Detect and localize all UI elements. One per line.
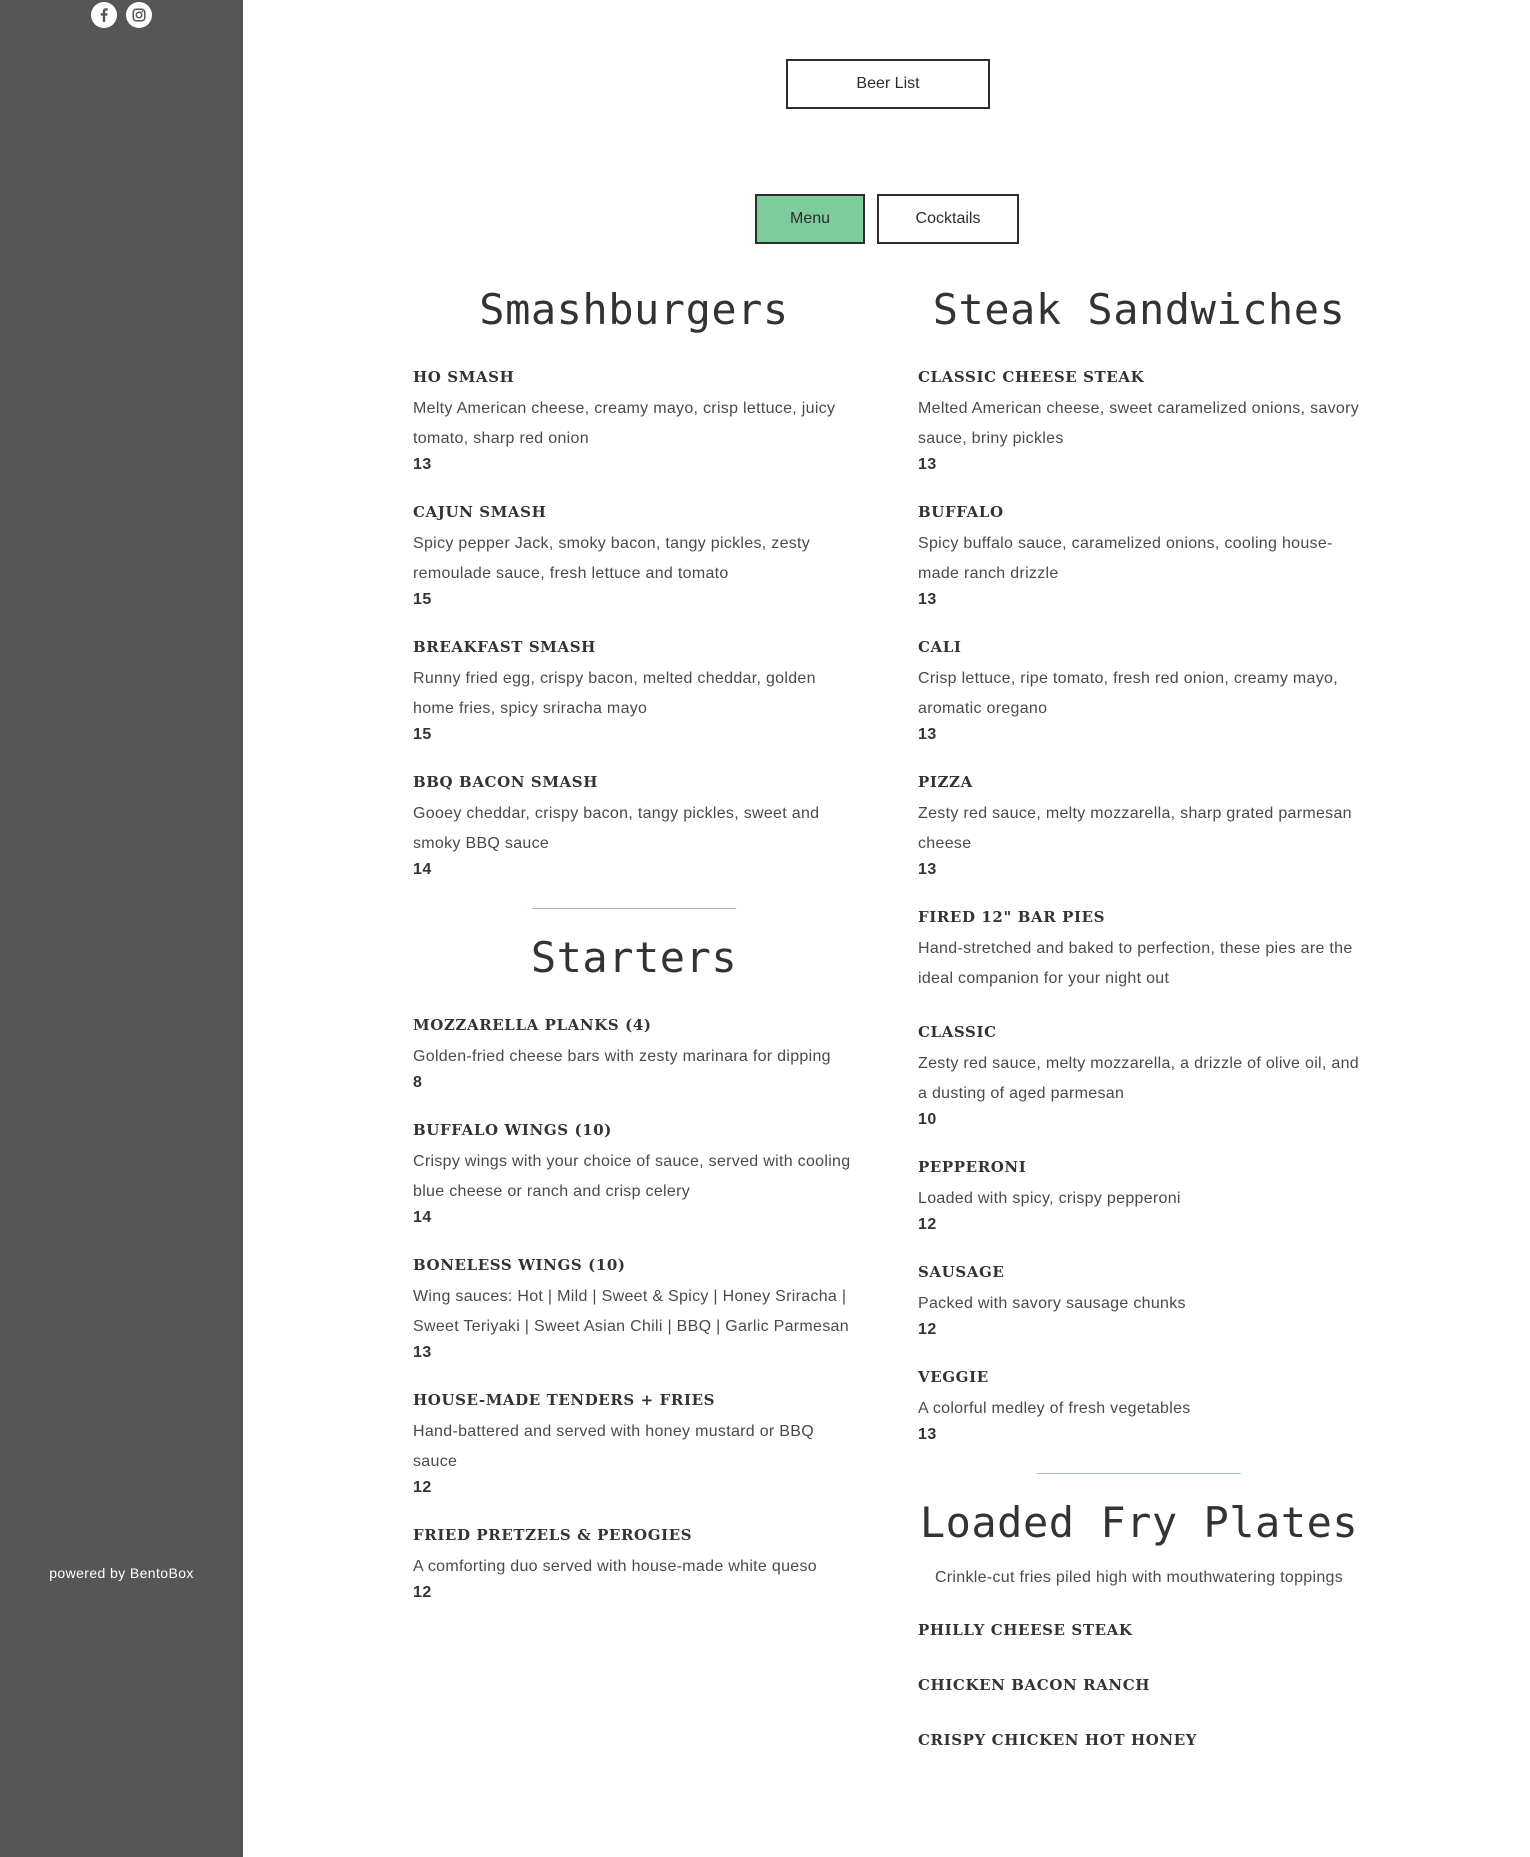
menu-item-name: HO SMASH [413, 368, 515, 386]
menu-item-name: CRISPY CHICKEN HOT HONEY [918, 1731, 1198, 1749]
sidebar [0, 0, 243, 1857]
menu-item [918, 1263, 1360, 1339]
menu-item-description: Spicy buffalo sauce, caramelized onions, cooling house-made ranch drizzle [918, 535, 1333, 582]
menu-section [413, 285, 855, 879]
menu-item-description: Wing sauces: Hot | Mild | Sweet & Spicy | Honey Sriracha | Sweet Teriyaki | Sweet Asian Chili | BBQ | Garlic Parmesan [413, 1288, 849, 1335]
menu-item-price: 13 [918, 1426, 937, 1443]
instagram-link[interactable] [126, 2, 152, 28]
menu-item-name: PHILLY CHEESE STEAK [918, 1621, 1133, 1639]
menu-item-name: CALI [918, 638, 962, 656]
menu-item-price: 13 [413, 456, 432, 473]
section-title: Steak Sandwiches [932, 285, 1346, 334]
menu-item-description: Melted American cheese, sweet caramelized onions, savory sauce, briny pickles [918, 400, 1360, 447]
menu-item-name: HOUSE-MADE TENDERS + FRIES [413, 1391, 716, 1409]
menu-item-name: CLASSIC CHEESE STEAK [918, 368, 1145, 386]
menu-item [413, 638, 855, 744]
menu-item-name: BREAKFAST SMASH [413, 638, 596, 656]
menu-item-price: 15 [413, 726, 432, 743]
instagram-icon [132, 8, 146, 22]
menu-item-description: Hand-stretched and baked to perfection, these pies are the ideal companion for your night out [918, 940, 1353, 987]
section-divider [1037, 1473, 1241, 1474]
menu-item-name: FIRED 12" BAR PIES [918, 908, 1106, 926]
menu-item [413, 773, 855, 879]
menu-section [918, 285, 1360, 1444]
beer-list-button[interactable]: Beer List [786, 59, 990, 109]
menu-item-name: CLASSIC [918, 1023, 997, 1041]
menu-item-description: Hand-battered and served with honey mustard or BBQ sauce [413, 1423, 814, 1470]
menu-item [918, 503, 1360, 609]
menu-item-description: A comforting duo served with house-made white queso [413, 1558, 817, 1575]
menu-item [918, 908, 1360, 994]
section-intro: Crinkle-cut fries piled high with mouthwatering toppings [934, 1569, 1344, 1586]
menu-item-name: SAUSAGE [918, 1263, 1005, 1281]
menu-item-description: A colorful medley of fresh vegetables [918, 1400, 1191, 1417]
menu-item-name: BONELESS WINGS (10) [413, 1256, 626, 1274]
tab-menu[interactable]: Menu [755, 194, 865, 244]
menu-item-price: 12 [918, 1216, 937, 1233]
section-title: Loaded Fry Plates [919, 1498, 1359, 1547]
menu-item-description: Runny fried egg, crispy bacon, melted cheddar, golden home fries, spicy sriracha mayo [413, 670, 816, 717]
menu-item [413, 503, 855, 609]
menu-item [918, 638, 1360, 744]
menu-item-price: 13 [918, 591, 937, 608]
menu-item [918, 1158, 1360, 1234]
powered-by-link[interactable]: powered by BentoBox [49, 1565, 194, 1581]
menu-item-price: 13 [413, 1344, 432, 1361]
menu-item [918, 1676, 1360, 1694]
menu-item [413, 1526, 855, 1602]
menu-section [918, 1498, 1360, 1749]
menu-item [918, 1731, 1360, 1749]
social-links [91, 2, 152, 28]
menu-section [413, 933, 855, 1602]
menu-item-description: Packed with savory sausage chunks [918, 1295, 1186, 1312]
menu-item-name: CAJUN SMASH [413, 503, 547, 521]
menu-item-price: 8 [413, 1074, 423, 1091]
menu-item-description: Crisp lettuce, ripe tomato, fresh red onion, creamy mayo, aromatic oregano [918, 670, 1338, 717]
menu-item-description: Loaded with spicy, crispy pepperoni [918, 1190, 1181, 1207]
menu-item [413, 1016, 855, 1092]
menu-item-description: Crispy wings with your choice of sauce, served with cooling blue cheese or ranch and crisp celery [413, 1153, 851, 1200]
menu-item [413, 1121, 855, 1227]
menu-item-price: 12 [918, 1321, 937, 1338]
section-title: Smashburgers [479, 285, 789, 334]
menu-item [918, 773, 1360, 879]
menu-item-price: 10 [918, 1111, 937, 1128]
menu-item-description: Golden-fried cheese bars with zesty marinara for dipping [413, 1048, 831, 1065]
section-divider [532, 908, 736, 909]
facebook-link[interactable] [91, 2, 117, 28]
menu-item [413, 1256, 855, 1362]
menu-item-name: MOZZARELLA PLANKS (4) [413, 1016, 652, 1034]
menu-item-name: CHICKEN BACON RANCH [918, 1676, 1151, 1694]
facebook-icon [97, 8, 111, 22]
menu-item-price: 15 [413, 591, 432, 608]
menu-item [413, 1391, 855, 1497]
menu-item-name: PEPPERONI [918, 1158, 1027, 1176]
menu-item [918, 368, 1360, 474]
menu-item [918, 1023, 1360, 1129]
menu-item-description: Gooey cheddar, crispy bacon, tangy pickles, sweet and smoky BBQ sauce [413, 805, 820, 852]
menu-item [918, 1621, 1360, 1639]
menu-item-name: PIZZA [918, 773, 973, 791]
menu-item-price: 14 [413, 861, 432, 878]
menu-column-right [918, 285, 1360, 1786]
menu-item-price: 13 [918, 456, 937, 473]
section-title: Starters [530, 933, 738, 982]
menu-item-price: 13 [918, 861, 937, 878]
menu-item-name: BUFFALO [918, 503, 1004, 521]
menu-item-price: 12 [413, 1584, 432, 1601]
menu-item [413, 368, 855, 474]
menu-item-description: Spicy pepper Jack, smoky bacon, tangy pickles, zesty remoulade sauce, fresh lettuce and tomato [413, 535, 811, 582]
menu-item-price: 13 [918, 726, 937, 743]
menu-item-name: FRIED PRETZELS & PEROGIES [413, 1526, 693, 1544]
menu-item-description: Zesty red sauce, melty mozzarella, sharp grated parmesan cheese [918, 805, 1352, 852]
tab-cocktails[interactable]: Cocktails [877, 194, 1019, 244]
menu-item-price: 14 [413, 1209, 432, 1226]
menu-item [918, 1368, 1360, 1444]
menu-item-name: BBQ BACON SMASH [413, 773, 598, 791]
menu-item-price: 12 [413, 1479, 432, 1496]
menu-column-left [413, 285, 855, 1631]
menu-item-description: Melty American cheese, creamy mayo, crisp lettuce, juicy tomato, sharp red onion [413, 400, 836, 447]
menu-item-description: Zesty red sauce, melty mozzarella, a drizzle of olive oil, and a dusting of aged parmesan [918, 1055, 1359, 1102]
main-content [243, 0, 1530, 1857]
menu-item-name: BUFFALO WINGS (10) [413, 1121, 612, 1139]
menu-item-name: VEGGIE [918, 1368, 989, 1386]
